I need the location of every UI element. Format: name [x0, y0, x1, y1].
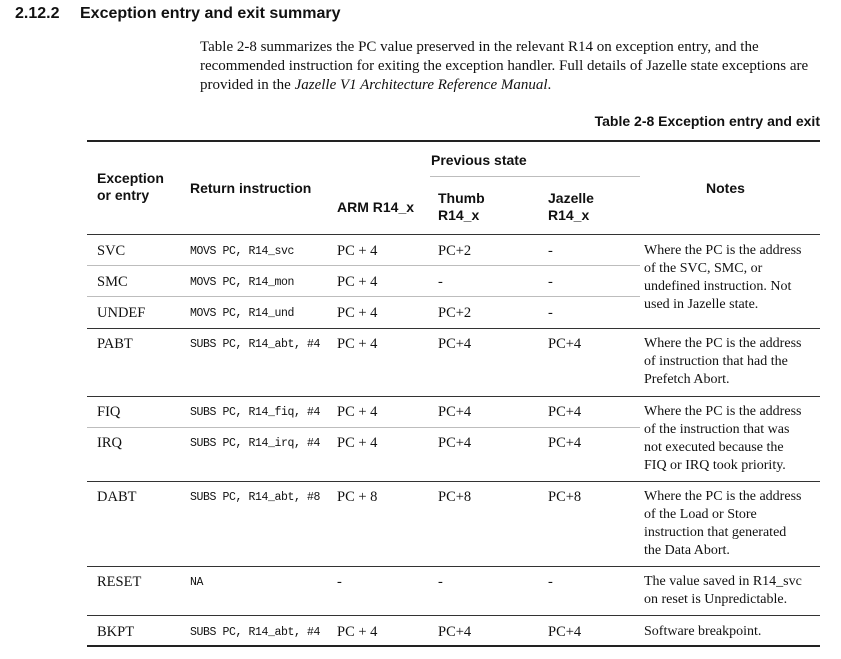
cell-exception: DABT [97, 489, 137, 505]
cell-thumb: PC+4 [438, 435, 472, 451]
cell-thumb: - [438, 274, 443, 290]
header-jazelle: Jazelle R14_x [548, 190, 594, 223]
note-dabt: Where the PC is the address of the Load or Store instruction that generated the Data Abort. [644, 489, 802, 558]
cell-arm: PC + 4 [337, 243, 378, 259]
previous-state-underline [430, 176, 640, 177]
cell-arm: PC + 4 [337, 404, 378, 420]
cell-thumb: PC+4 [438, 404, 472, 420]
header-thumb: Thumb R14_x [438, 190, 485, 223]
cell-arm: PC + 8 [337, 489, 378, 505]
group-divider [87, 615, 820, 616]
header-rule [87, 234, 820, 235]
group-divider [87, 566, 820, 567]
cell-jazelle: PC+4 [548, 435, 582, 451]
cell-jazelle: - [548, 243, 553, 259]
cell-thumb: PC+2 [438, 305, 472, 321]
note-svc-smc-undef: Where the PC is the address of the SVC, SMC, or undefined instruction. Not used in Jazelle state. [644, 243, 802, 312]
cell-instruction: SUBS PC, R14_abt, #4 [190, 338, 321, 351]
cell-arm: - [337, 574, 342, 590]
cell-jazelle: - [548, 574, 553, 590]
intro-paragraph [200, 38, 825, 95]
cell-exception: RESET [97, 574, 142, 590]
cell-arm: PC + 4 [337, 624, 378, 640]
cell-jazelle: PC+4 [548, 624, 582, 640]
header-notes: Notes [706, 180, 745, 196]
cell-jazelle: - [548, 305, 553, 321]
cell-exception: UNDEF [97, 305, 146, 321]
cell-instruction: SUBS PC, R14_abt, #4 [190, 626, 321, 639]
intro-text: Table 2-8 summarizes the PC value preserved in the relevant R14 on exception entry, and the recommended instruction for exiting the exception handler. Full details of Jazelle state exceptions are provided in the [200, 39, 809, 93]
group-divider [87, 328, 820, 329]
table-caption: Table 2-8 Exception entry and exit [594, 113, 820, 129]
group-divider [87, 396, 820, 397]
cell-arm: PC + 4 [337, 336, 378, 352]
cell-exception: PABT [97, 336, 133, 352]
cell-instruction: MOVS PC, R14_svc [190, 245, 295, 258]
cell-arm: PC + 4 [337, 435, 378, 451]
cell-jazelle: - [548, 274, 553, 290]
row-divider [87, 427, 640, 428]
note-bkpt: Software breakpoint. [644, 624, 762, 639]
cell-instruction: SUBS PC, R14_irq, #4 [190, 437, 321, 450]
cell-arm: PC + 4 [337, 305, 378, 321]
manual-title: Jazelle V1 Architecture Reference Manual [294, 77, 548, 93]
note-reset: The value saved in R14_svc on reset is Unpredictable. [644, 574, 802, 607]
cell-instruction: MOVS PC, R14_und [190, 307, 295, 320]
cell-jazelle: PC+4 [548, 404, 582, 420]
cell-thumb: PC+2 [438, 243, 472, 259]
cell-exception: SMC [97, 274, 128, 290]
header-exception: Exception or entry [97, 170, 164, 203]
table-bottom-rule [87, 645, 820, 647]
cell-instruction: SUBS PC, R14_fiq, #4 [190, 406, 321, 419]
cell-jazelle: PC+4 [548, 336, 582, 352]
cell-instruction: MOVS PC, R14_mon [190, 276, 295, 289]
cell-exception: IRQ [97, 435, 122, 451]
table-top-rule [87, 140, 820, 142]
note-pabt: Where the PC is the address of instruction that had the Prefetch Abort. [644, 336, 802, 387]
cell-exception: SVC [97, 243, 126, 259]
cell-instruction: SUBS PC, R14_abt, #8 [190, 491, 321, 504]
cell-exception: BKPT [97, 624, 135, 640]
cell-exception: FIQ [97, 404, 121, 420]
header-previous-state: Previous state [431, 152, 527, 168]
cell-thumb: - [438, 574, 443, 590]
cell-thumb: PC+4 [438, 336, 472, 352]
row-divider [87, 265, 640, 266]
header-return-instruction: Return instruction [190, 180, 312, 196]
cell-thumb: PC+4 [438, 624, 472, 640]
section-title: Exception entry and exit summary [80, 5, 341, 22]
section-number: 2.12.2 [15, 5, 60, 22]
cell-thumb: PC+8 [438, 489, 472, 505]
note-fiq-irq: Where the PC is the address of the instruction that was not executed because the FIQ or IRQ took priority. [644, 404, 802, 473]
cell-instruction: NA [190, 576, 204, 589]
header-arm: ARM R14_x [337, 199, 415, 215]
cell-arm: PC + 4 [337, 274, 378, 290]
row-divider [87, 296, 640, 297]
group-divider [87, 481, 820, 482]
intro-period: . [547, 77, 552, 93]
cell-jazelle: PC+8 [548, 489, 582, 505]
